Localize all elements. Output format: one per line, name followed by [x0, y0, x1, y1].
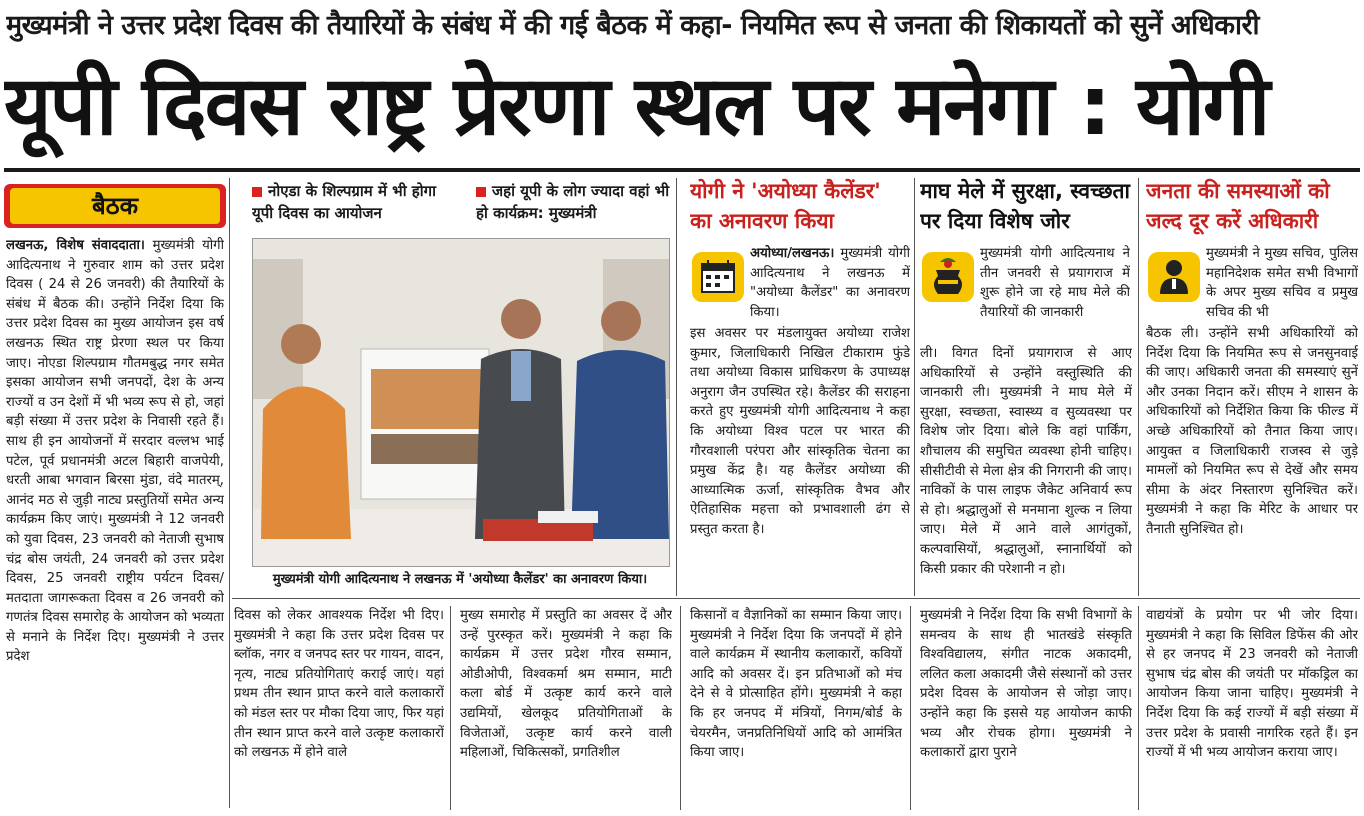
column-divider [676, 178, 677, 596]
column-divider [1138, 606, 1139, 810]
bullet-point-2: जहां यूपी के लोग ज्यादा वहां भी हो कार्यक्रम: मुख्यमंत्री [476, 182, 670, 222]
calendar-icon [692, 252, 744, 302]
column-divider [910, 606, 911, 810]
photo-caption: मुख्यमंत्री योगी आदित्यनाथ ने लखनऊ में 'अयोध्या कैलेंडर' का अनावरण किया। [272, 572, 648, 587]
bottom-column-3: किसानों व वैज्ञानिकों का सम्मान किया जाए। मुख्यमंत्री ने निर्देश दिया कि जनपदों में होने वाले कार्यक्रम में स्थानीय कलाकारों, कवियों आदि को अवसर दें। इन प्रतिभाओं को मंच देने से वे प्रोत्साहित होंगे। मुख्यमंत्री ने कहा कि हर जनपद में मंत्रियों, निगम/बोर्ड के चेयरमैन, जनप्रतिनिधियों आदि को आमंत्रित किया जाए। [690, 608, 902, 761]
bottom-column-4: मुख्यमंत्री ने निर्देश दिया कि सभी विभागों के समन्वय के साथ ही भातखंडे संस्कृति विश्वविद्यालय, संगीत नाटक अकादमी, ललित कला अकादमी जैसे संस्थानों को उत्तर प्रदेश दिवस के आयोजन से जोड़ा जाए। उन्होंने कहा कि इससे यह आयोजन काफी भव्य और रोचक होगा। मुख्यमंत्री ने कलाकारों द्वारा पुराने [920, 608, 1132, 761]
bullet-point-1: नोएडा के शिल्पग्राम में भी होगा यूपी दिवस का आयोजन [252, 182, 436, 222]
bullet-marker [476, 187, 486, 197]
column-divider [450, 606, 451, 810]
sidebar-1-text: इस अवसर पर मंडलायुक्त अयोध्या राजेश कुमार, जिलाधिकारी निखिल टीकाराम फुंडे तथा अयोध्या विकास प्राधिकरण के उपाध्यक्ष अनुराग जैन उपस्थित रहे। कैलेंडर की सराहना करते हुए मुख्यमंत्री योगी आदित्यनाथ ने कहा कि अयोध्या विश्व पटल पर भारत की गौरवशाली परंपरा और सांस्कृतिक चेतना का प्रमुख केंद्र है। यह कैलेंडर अयोध्या की आध्यात्मिक ऊर्जा, सांस्कृतिक वैभव और ऐतिहासिक महत्ता को प्रभावशाली ढंग से प्रस्तुत करता है। [690, 326, 910, 537]
sidebar-3-lead: मुख्यमंत्री ने मुख्य सचिव, पुलिस महानिदेशक समेत सभी विभागों के अपर मुख्य सचिव व प्रमुख सचिव की भी [1206, 246, 1358, 320]
officer-icon [1148, 252, 1200, 302]
sidebar-2-heading: माघ मेले में सुरक्षा, स्वच्छता पर दिया विशेष जोर [920, 179, 1130, 233]
sidebar-1-lead: अयोध्या/लखनऊ। मुख्यमंत्री योगी आदित्यनाथ ने लखनऊ में "अयोध्या कैलेंडर" का अनावरण किया। [750, 246, 910, 320]
bottom-column-2: मुख्य समारोह में प्रस्तुति का अवसर दें और उन्हें पुरस्कृत करें। मुख्यमंत्री ने कहा कि कार्यक्रम में उत्तर प्रदेश गौरव सम्मान, ओडीओपी, विश्वकर्मा श्रम सम्मान, माटी कला बोर्ड में उत्कृष्ट कार्य करने वाले उद्यमियों, खेलकूद प्रतियोगिताओं के विजेताओं, उत्कृष्ट कार्य करने वाली महिलाओं, चिकित्सकों, प्रगतिशील [460, 608, 672, 761]
sidebar-3-heading: जनता की समस्याओं को जल्द दूर करें अधिकारी [1146, 179, 1330, 233]
news-photo [252, 238, 670, 567]
column-1 [6, 236, 224, 811]
column-divider [680, 606, 681, 810]
column-divider [1138, 178, 1139, 596]
photo-illustration [253, 239, 669, 566]
column-1-text: मुख्यमंत्री योगी आदित्यनाथ ने गुरुवार शाम को उत्तर प्रदेश दिवस ( 24 से 26 जनवरी) की तैयारियों के संबंध में बैठक की। उन्होंने निर्देश दिया कि उत्तर प्रदेश दिवस का मुख्य आयोजन इस वर्ष लखनऊ स्थित राष्ट्र प्रेरणा स्थल पर किया जाए। नोएडा शिल्पग्राम गौतमबुद्ध नगर समेत इसका आयोजन सभी जनपदों, देश के अन्य राज्यों व उन देशों में भी भव्य रूप से हो, जहां बड़ी संख्या में उत्तर प्रदेश के निवासी रहते हैं। साथ ही इन आयोजनों में सरदार वल्लभ भाई पटेल, पूर्व प्रधानमंत्री अटल बिहारी वाजपेयी, धरती आबा भगवान बिरसा मुंडा, वंदे मातरम्, आनंद मठ से जुड़ी नाट्य प्रस्तुतियों समेत अन्य कार्यक्रम किए जाएं। मुख्यमंत्री ने 12 जनवरी को युवा दिवस, 23 जनवरी को नेताजी सुभाष चंद्र बोस जयंती, 24 जनवरी को उत्तर प्रदेश दिवस, 25 जनवरी राष्ट्रीय पर्यटन दिवस/मतदाता जागरूकता दिवस व 26 जनवरी को गणतंत्र दिवस समारोह के आयोजन को भव्यता से मनाने के निर्देश दिए। मुख्यमंत्री ने उत्तर प्रदेश [6, 238, 224, 665]
bullet-marker [252, 187, 262, 197]
bottom-column-1: दिवस को लेकर आवश्यक निर्देश भी दिए। मुख्यमंत्री ने कहा कि उत्तर प्रदेश दिवस पर ब्लॉक, नगर व जनपद स्तर पर गायन, वादन, नृत्य, नाट्य प्रतियोगिताएं कराई जाएं। यहां प्रथम तीन स्थान प्राप्त करने वाले कलाकारों को मंडल स्तर पर मौका दिया जाए, फिर यहां तीन स्थान प्राप्त करने वाले उत्कृष्ट कलाकारों को लखनऊ में होने वाले [234, 608, 444, 761]
dateline: लखनऊ, विशेष संवाददाता। [6, 238, 145, 253]
sidebar-2-text: ली। विगत दिनों प्रयागराज से आए अधिकारियों से उन्होंने वस्तुस्थिति की जानकारी ली। मुख्यमंत्री ने माघ मेले में सुरक्षा, स्वच्छता, स्वास्थ्य व सुव्यवस्था पर विशेष जोर दिया। बोले कि वहां पार्किंग, शौचालय की समुचित व्यवस्था होनी चाहिए। सीसीटीवी से मेला क्षेत्र की निगरानी की जाए। नाविकों के पास लाइफ जैकेट अनिवार्य रूप से हो। श्रद्धालुओं से मनमाना शुल्क न लिया जाए। मेले में आने वाले आगंतुकों, कल्पवासियों, श्रद्धालुओं, स्नानार्थियों को किसी प्रकार की परेशानी न हो। [920, 346, 1132, 577]
section-badge: बैठक [10, 188, 220, 224]
sidebar-3-text: बैठक ली। उन्होंने सभी अधिकारियों को निर्देश दिया कि नियमित रूप से जनसुनवाई की जाए। अधिकारी जनता की समस्याएं सुनें और उनका निदान करें। सीएम ने शासन के अधिकारियों को निर्देशित किया कि फील्ड में अच्छे अधिकारियों को तैनात किया जाए। आयुक्त व जिलाधिकारी राजस्व से जुड़े मामलों को नियमित रूप से देखें और समय सीमा के अंदर निस्तारण सुनिश्चित करें। मुख्यमंत्री ने कहा कि मेरिट के आधार पर तैनाती सुनिश्चित हो। [1146, 326, 1358, 537]
sidebar-2-lead: मुख्यमंत्री योगी आदित्यनाथ ने तीन जनवरी से प्रयागराज में शुरू होने जा रहे माघ मेले की तैयारियों की जानकारी [980, 246, 1130, 320]
bottom-column-5: वाद्ययंत्रों के प्रयोग पर भी जोर दिया। मुख्यमंत्री ने कहा कि सिविल डिफेंस की ओर से हर जनपद में 23 जनवरी को नेताजी सुभाष चंद्र बोस की जयंती पर मॉकड्रिल का आयोजन किया जाना चाहिए। मुख्यमंत्री ने निर्देश दिया कि कई राज्यों में बड़ी संख्या में उत्तर प्रदेश के प्रवासी नागरिक रहते हैं। इन राज्यों में भी भव्य आयोजन कराया जाए। [1146, 608, 1358, 761]
column-divider [229, 178, 230, 808]
sidebar-1-heading: योगी ने 'अयोध्या कैलेंडर' का अनावरण किया [690, 179, 881, 233]
main-headline: यूपी दिवस राष्ट्र प्रेरणा स्थल पर मनेगा : योगी [4, 59, 1269, 154]
section-divider [232, 598, 1360, 599]
kalash-icon [922, 252, 974, 302]
kicker-headline: मुख्यमंत्री ने उत्तर प्रदेश दिवस की तैयारियों के संबंध में की गई बैठक में कहा- नियमित रूप से जनता की शिकायतों को सुनें अधिकारी [6, 10, 1259, 41]
column-divider [914, 178, 915, 596]
headline-rule [4, 168, 1360, 172]
